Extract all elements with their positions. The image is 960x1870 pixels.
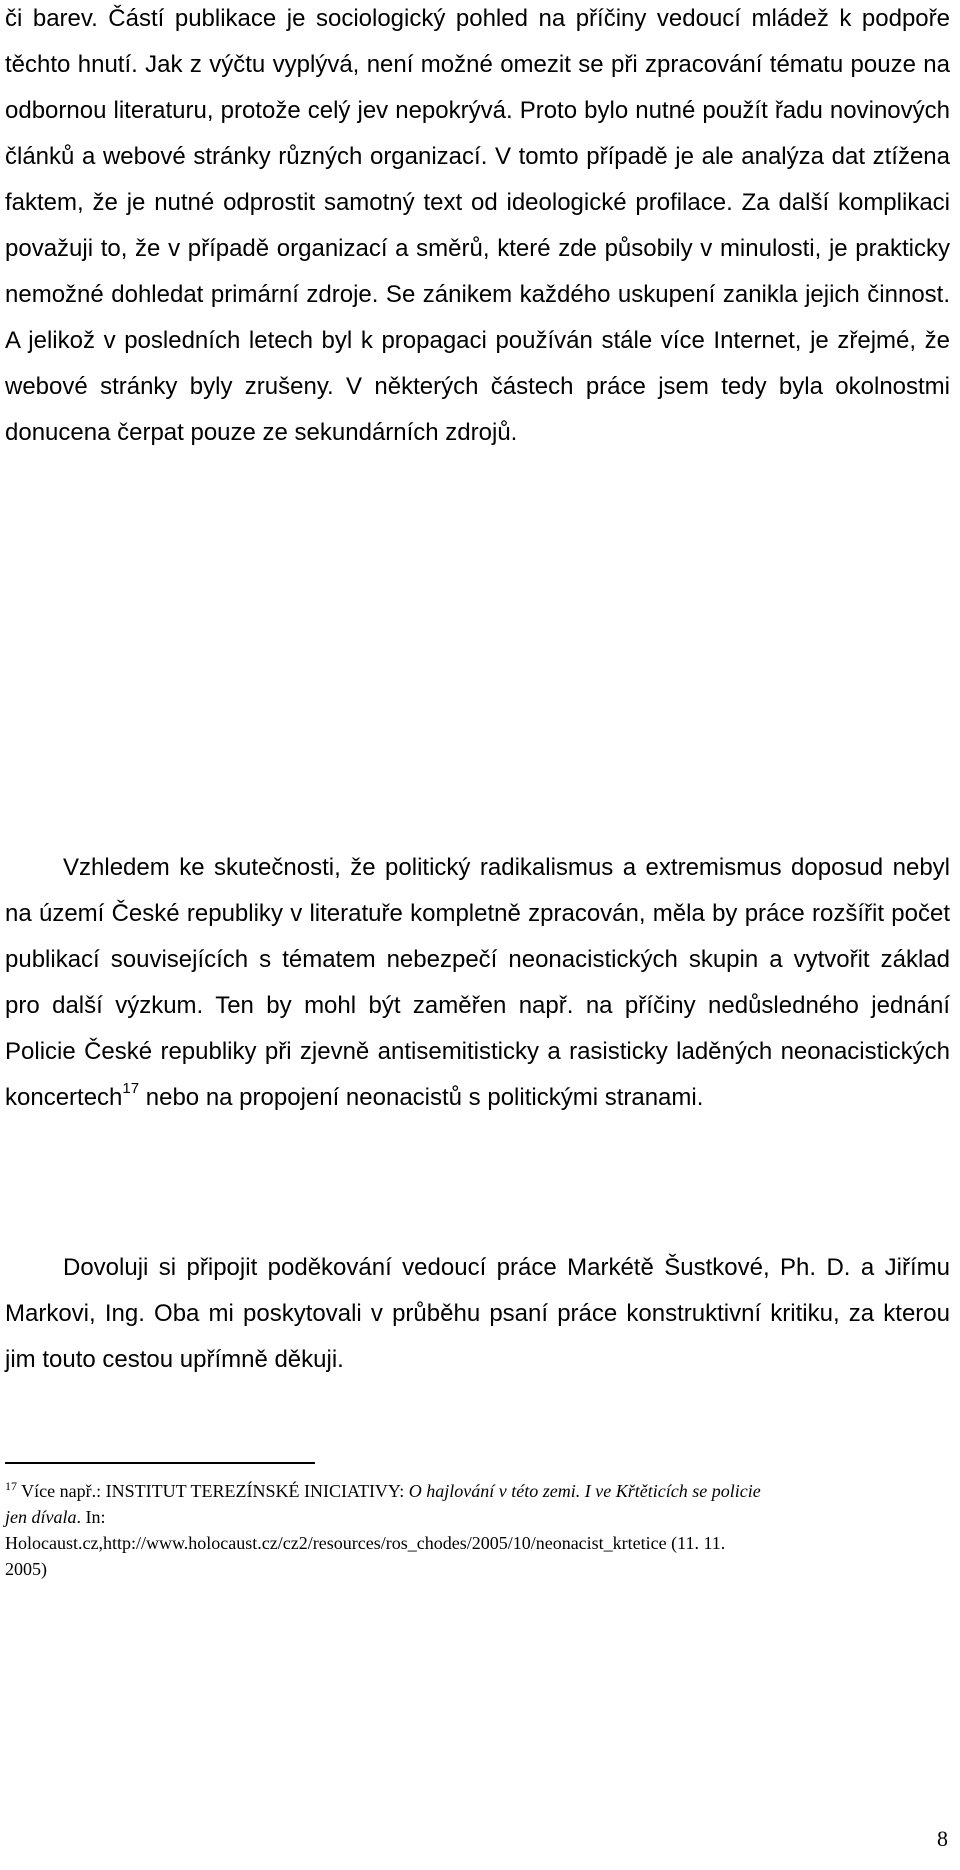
page-number: 8 — [937, 1826, 948, 1851]
footnote-article-title: O hajlování v této zemi. I ve Křtěticích se policie jen dívala — [5, 1481, 761, 1527]
paragraph-contribution — [5, 845, 950, 1121]
footnote — [5, 1478, 765, 1582]
footnote-url[interactable]: http://www.holocaust.cz/cz2/resources/ros_chodes/2005/10/neonacist_krtetice — [102, 1533, 667, 1553]
footnote-reference[interactable]: 17 — [122, 1080, 140, 1097]
footnote-date: (11. 11. 2005) — [5, 1533, 726, 1579]
paragraph-acknowledgement: Dovoluji si připojit poděkování vedoucí práce Markétě Šustkové, Ph. D. a Jiřímu Markovi, Ing. Oba mi poskytovali v průběhu psaní práce konstruktivní kritiku, za kterou jim touto cestou upřímně děkuji. — [5, 1254, 950, 1373]
paragraph-contribution-text: Vzhledem ke skutečnosti, že politický radikalismus a extremismus doposud nebyl na území České republiky v literatuře kompletně zpracován, měla by práce rozšířit počet publikací souvisejících s tématem nebezpečí neonacistických skupin a vytvořit základ pro další výzkum. Ten by mohl být zaměřen např. na příčiny nedůsledného jednání Policie České republiky při zjevně antisemitisticky a rasisticky laděných neonacistických koncertech — [5, 854, 950, 1111]
paragraph-sources: či barev. Částí publikace je sociologický pohled na příčiny vedoucí mládež k podpoře těchto hnutí. Jak z výčtu vyplývá, není možné omezit se při zpracování tématu pouze na odbornou literaturu, protože celý jev nepokrývá. Proto bylo nutné použít řadu novinových článků a webové stránky různých organizací. V tomto případě je ale analýza dat ztížena faktem, že je nutné odprostit samotný text od ideologické profilace. Za další komplikaci považuji to, že v případě organizací a směrů, které zde působily v minulosti, je prakticky nemožné dohledat primární zdroje. Se zánikem každého uskupení zanikla jejich činnost. A jelikož v posledních letech byl k propagaci používán stále více Internet, je zřejmé, že webové stránky byly zrušeny. V některých částech práce jsem tedy byla okolnostmi donucena čerpat pouze ze sekundárních zdrojů. — [5, 5, 950, 446]
footnote-lead: Více např.: INSTITUT TEREZÍNSKÉ INICIATIVY: — [17, 1481, 409, 1501]
paragraph-contribution-text-end: nebo na propojení neonacistů s politickými stranami. — [139, 1084, 704, 1111]
footnote-number: 17 — [5, 1479, 17, 1493]
footnote-separator — [5, 1462, 315, 1464]
footnote-source: . In: Holocaust.cz, — [5, 1507, 106, 1553]
